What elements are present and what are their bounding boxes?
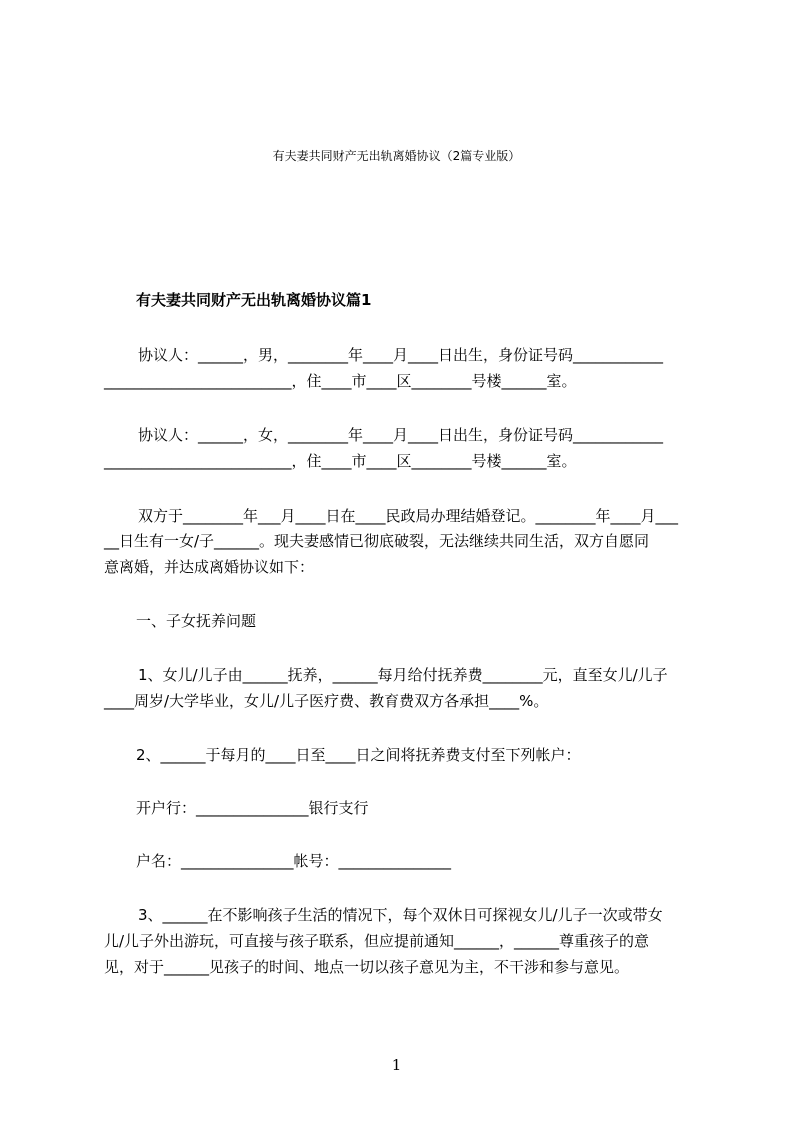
intro-line3: 意离婚，并达成离婚协议如下： (104, 558, 315, 576)
item1-line1: 1、女儿/儿子由______抚养，______每月给付抚养费________元，直至女儿/儿子 (138, 666, 668, 684)
heading-child-support: 一、子女抚养问题 (136, 612, 257, 630)
item2-line: 2、______于每月的____日至____日之间将抚养费支付至下列帐户： (136, 746, 581, 764)
document-title: 有夫妻共同财产无出轨离婚协议（2篇专业版） (272, 149, 521, 163)
party1-line2: _________________________，住____市____区________号楼______室。 (104, 372, 577, 390)
bank-line: 开户行：_______________银行支行 (136, 799, 369, 817)
item3-line3: 见，对于______见孩子的时间、地点一切以孩子意见为主，不干涉和参与意见。 (104, 958, 630, 976)
party1-line1: 协议人：______，男，________年____月____日出生，身份证号码____________ (138, 346, 664, 364)
page-number: 1 (391, 1056, 402, 1074)
party2-line1: 协议人：______，女，________年____月____日出生，身份证号码____________ (138, 426, 664, 444)
item3-line1: 3、______在不影响孩子生活的情况下，每个双休日可探视女儿/儿子一次或带女 (138, 906, 663, 924)
account-line: 户名：_______________帐号：_______________ (136, 852, 452, 870)
intro-line1: 双方于________年___月____日在____民政局办理结婚登记。________年____月___ (138, 507, 679, 525)
item1-line2: ____周岁/大学毕业，女儿/儿子医疗费、教育费双方各承担____%。 (104, 692, 549, 710)
item3-line2: 儿/儿子外出游玩，可直接与孩子联系，但应提前通知______，______尊重孩子的意 (104, 932, 650, 950)
intro-line2: __日生有一女/子______。现夫妻感情已彻底破裂，无法继续共同生活，双方自愿同 (104, 532, 650, 550)
section-title: 有夫妻共同财产无出轨离婚协议篇1 (136, 291, 372, 309)
party2-line2: _________________________，住____市____区________号楼______室。 (104, 452, 577, 470)
